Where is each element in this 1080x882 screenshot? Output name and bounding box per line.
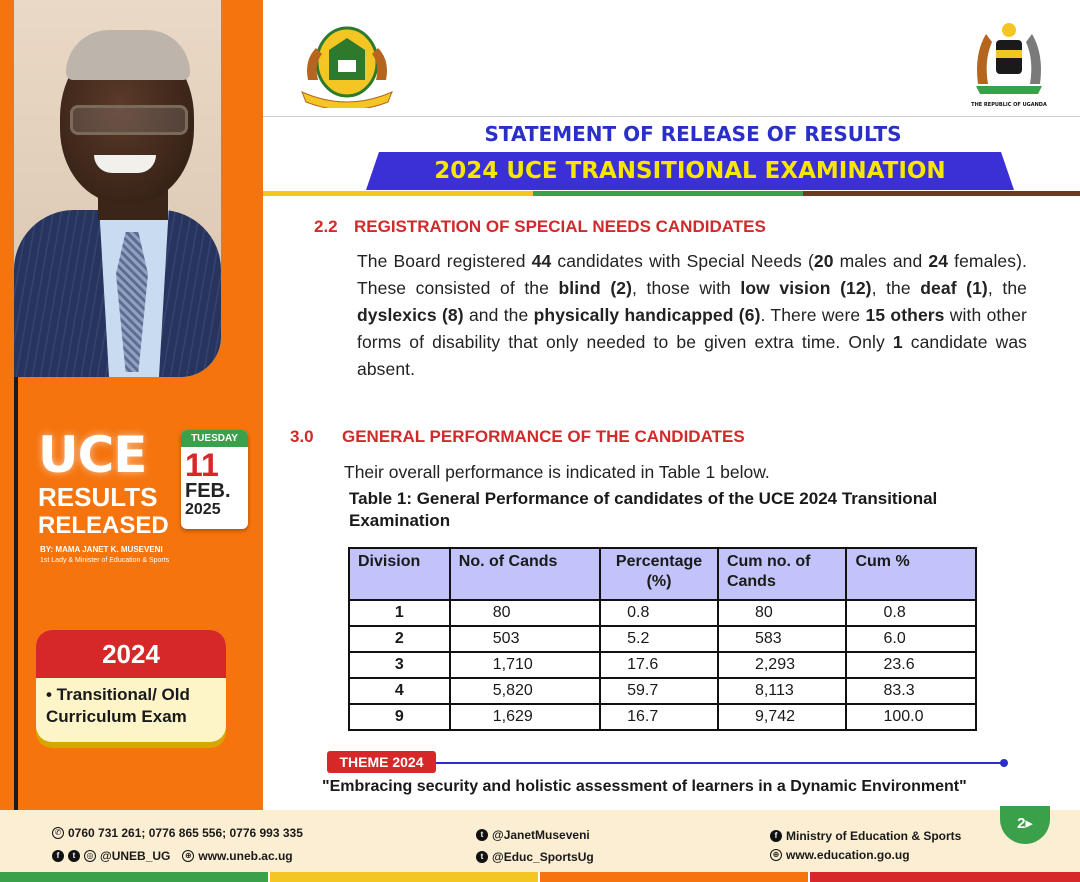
table-cell: 3 xyxy=(349,652,450,678)
instagram-icon: ◎ xyxy=(84,850,96,862)
bottom-bar-orange xyxy=(540,872,808,882)
table-cell: 100.0 xyxy=(846,704,976,730)
calendar-year: 2025 xyxy=(185,501,221,518)
table-cell: 583 xyxy=(718,626,847,652)
sidebar xyxy=(0,0,263,810)
table-cell: 9,742 xyxy=(718,704,847,730)
table-cell: 17.6 xyxy=(600,652,718,678)
facebook-icon: f xyxy=(770,830,782,842)
table-cell: 2 xyxy=(349,626,450,652)
exam-type: • Transitional/ Old Curriculum Exam xyxy=(46,685,190,727)
footer-ministry-web[interactable]: ⊕ www.education.go.ug xyxy=(770,848,910,862)
table-cell: 8,113 xyxy=(718,678,847,704)
footer-uneb-social[interactable]: f t ◎ @UNEB_UG ⊕ www.uneb.ac.ug xyxy=(52,849,293,863)
table-row xyxy=(349,678,976,704)
globe-icon: ⊕ xyxy=(182,850,194,862)
footer xyxy=(0,810,1080,872)
table-cell: 16.7 xyxy=(600,704,718,730)
page-title: STATEMENT OF RELEASE OF RESULTS xyxy=(484,122,902,146)
calendar-badge xyxy=(181,430,248,529)
coa-caption: THE REPUBLIC OF UGANDA xyxy=(971,102,1047,108)
table-cell: 0.8 xyxy=(600,600,718,626)
bottom-bar-green xyxy=(0,872,268,882)
section-number: 2.2 xyxy=(314,217,338,236)
table-cell: 5,820 xyxy=(450,678,600,704)
calendar-day: TUESDAY xyxy=(181,430,248,447)
theme-quote: "Embracing security and holistic assessment of learners in a Dynamic Environment" xyxy=(322,778,967,795)
column-header: Cum % xyxy=(846,548,976,600)
header-rule xyxy=(263,116,1080,117)
stripe-brown xyxy=(803,191,1080,196)
by-subtitle: 1st Lady & Minister of Education & Sports xyxy=(40,557,170,564)
table-cell: 1 xyxy=(349,600,450,626)
bottom-bar-red xyxy=(810,872,1080,882)
theme-dot xyxy=(1000,759,1008,767)
special-needs-paragraph: The Board registered 44 candidates with Special Needs (20 males and 24 females). These consisted of the blind (2), those with low vision (12), the deaf (1), the dyslexics (8) and the physically handicapped (6). There were 15 others with other forms of disability that only needed to be given extra time. Only 1 candidate was absent. xyxy=(357,251,1028,379)
footer-educ[interactable]: t @Educ_SportsUg xyxy=(476,850,594,864)
released-word: RELEASED xyxy=(38,512,169,539)
table-cell: 4 xyxy=(349,678,450,704)
twitter-icon: t xyxy=(476,829,488,841)
results-word: RESULTS xyxy=(38,482,158,512)
facebook-icon: f xyxy=(52,850,64,862)
footer-phones: ✆ 0760 731 261; 0776 865 556; 0776 993 335 xyxy=(52,826,303,840)
calendar-month: FEB. xyxy=(185,480,231,502)
table-cell: 1,629 xyxy=(450,704,600,730)
section-title: GENERAL PERFORMANCE OF THE CANDIDATES xyxy=(342,427,745,446)
table-caption: Table 1: General Performance of candidates of the UCE 2024 Transitional Examination xyxy=(349,489,938,530)
table-cell: 23.6 xyxy=(846,652,976,678)
stripe-green xyxy=(533,191,803,196)
theme-line xyxy=(436,762,1002,764)
page-subtitle: 2024 UCE TRANSITIONAL EXAMINATION xyxy=(434,158,946,184)
globe-icon: ⊕ xyxy=(770,849,782,861)
exam-year-card xyxy=(36,630,226,742)
table-row xyxy=(349,652,976,678)
table-cell: 503 xyxy=(450,626,600,652)
table-cell: 83.3 xyxy=(846,678,976,704)
by-line: BY: MAMA JANET K. MUSEVENI xyxy=(40,545,163,554)
table-row xyxy=(349,600,976,626)
twitter-icon: t xyxy=(476,851,488,863)
bottom-bar-yellow xyxy=(270,872,538,882)
table-cell: 80 xyxy=(450,600,600,626)
calendar-date: 11 xyxy=(185,447,219,483)
column-header: No. of Cands xyxy=(450,548,600,600)
section-title: REGISTRATION OF SPECIAL NEEDS CANDIDATES xyxy=(354,217,766,236)
theme-tag: THEME 2024 xyxy=(327,751,436,773)
uneb-logo-icon xyxy=(296,20,398,108)
section-number: 3.0 xyxy=(290,427,314,446)
twitter-icon: t xyxy=(68,850,80,862)
stripe-yellow xyxy=(263,191,533,196)
column-header: Division xyxy=(349,548,450,600)
table-header-row xyxy=(349,548,976,600)
portrait-photo xyxy=(14,0,221,377)
coat-of-arms-icon xyxy=(968,14,1050,110)
table-cell: 59.7 xyxy=(600,678,718,704)
performance-table xyxy=(348,547,977,731)
footer-janet[interactable]: t @JanetMuseveni xyxy=(476,828,590,842)
whatsapp-icon: ✆ xyxy=(52,827,64,839)
table-cell: 80 xyxy=(718,600,847,626)
exam-year: 2024 xyxy=(36,630,226,678)
table-cell: 2,293 xyxy=(718,652,847,678)
table-cell: 9 xyxy=(349,704,450,730)
table-row xyxy=(349,626,976,652)
page-number: 2▸ xyxy=(1000,806,1050,844)
performance-intro: Their overall performance is indicated in Table 1 below. xyxy=(344,462,770,482)
table-cell: 6.0 xyxy=(846,626,976,652)
table-row xyxy=(349,704,976,730)
column-header: Cum no. of Cands xyxy=(718,548,847,600)
footer-ministry[interactable]: f Ministry of Education & Sports xyxy=(770,829,961,843)
table-cell: 5.2 xyxy=(600,626,718,652)
uce-word: UCE xyxy=(38,426,147,484)
table-cell: 1,710 xyxy=(450,652,600,678)
uce-results-badge xyxy=(38,426,169,539)
divider xyxy=(14,377,18,810)
column-header: Percentage (%) xyxy=(600,548,718,600)
table-cell: 0.8 xyxy=(846,600,976,626)
